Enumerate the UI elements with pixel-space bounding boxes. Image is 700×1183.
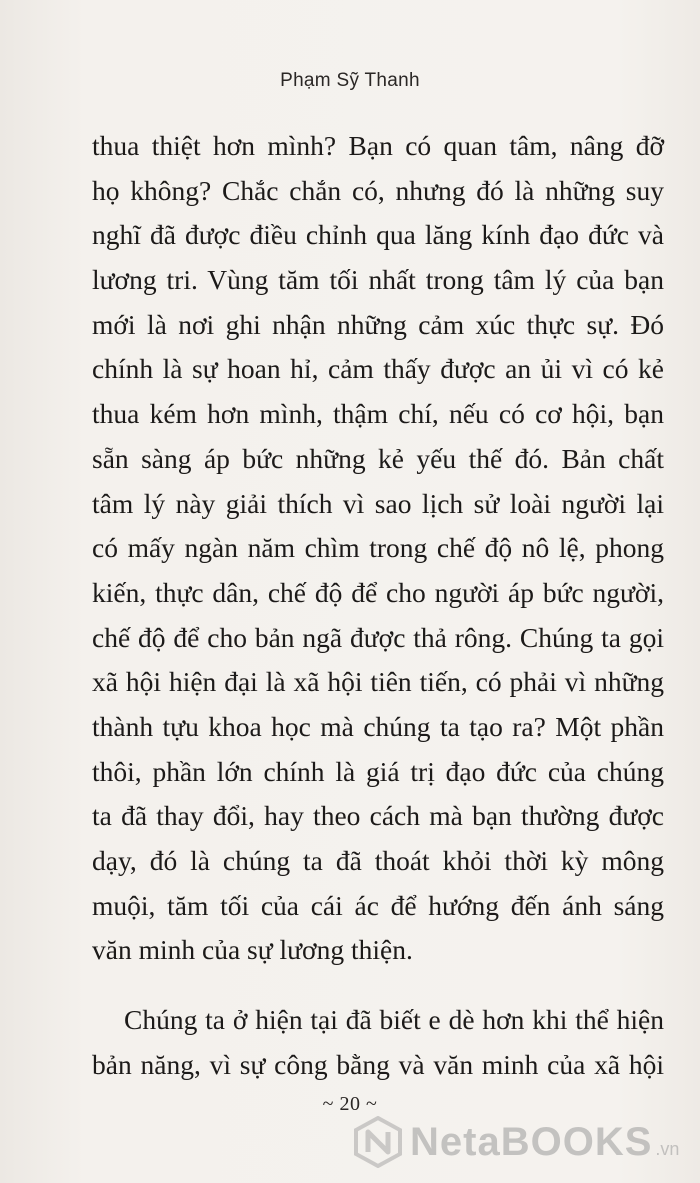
text-line: bản năng, vì sự công bằng và văn minh của xã hội (92, 1048, 664, 1080)
text-line: chế độ để cho bản ngã được thả rông. Chúng ta gọi (92, 621, 664, 653)
text-line: họ không? Chắc chắn có, nhưng đó là những suy (92, 174, 664, 206)
running-header-author: Phạm Sỹ Thanh (280, 70, 420, 91)
text-line: ta đã thay đổi, hay theo cách mà bạn thường được (92, 800, 664, 832)
page-number: ~ 20 ~ (322, 1093, 378, 1115)
watermark-suffix: .vn (655, 1139, 680, 1159)
text-line: lương tri. Vùng tăm tối nhất trong tâm lý của bạn (92, 264, 664, 296)
text-line: muội, tăm tối của cái ác để hướng đến ánh sáng (92, 889, 664, 921)
text-line: sẵn sàng áp bức những kẻ yếu thế đó. Bản chất (92, 442, 664, 474)
text-line: nghĩ đã được điều chỉnh qua lăng kính đạo đức và (92, 219, 664, 251)
text-line: thua kém hơn mình, thậm chí, nếu có cơ hội, bạn (92, 398, 664, 430)
body-text (92, 124, 664, 1087)
text-line: thôi, phần lớn chính là giá trị đạo đức của chúng (92, 755, 664, 787)
watermark (352, 1112, 679, 1172)
text-line: tâm lý này giải thích vì sao lịch sử loài người lại (92, 487, 664, 519)
text-line: có mấy ngàn năm chìm trong chế độ nô lệ, phong (92, 532, 664, 564)
text-line: văn minh của sự lương thiện. (92, 934, 413, 966)
text-line: thành tựu khoa học mà chúng ta tạo ra? Một phần (92, 710, 664, 742)
text-line: thua thiệt hơn mình? Bạn có quan tâm, nâng đỡ (92, 130, 664, 161)
paragraph-gap (92, 973, 664, 998)
text-line: mới là nơi ghi nhận những cảm xúc thực sự. Đó (92, 308, 664, 340)
text-line: kiến, thực dân, chế độ để cho người áp bức người, (92, 576, 664, 608)
watermark-text: NetaBOOKS (410, 1119, 653, 1164)
text-line: dạy, đó là chúng ta đã thoát khỏi thời kỳ mông (92, 845, 664, 876)
text-line: Chúng ta ở hiện tại đã biết e dè hơn khi thể hiện (124, 1004, 664, 1036)
text-line: chính là sự hoan hỉ, cảm thấy được an ủi vì có kẻ (92, 353, 664, 385)
text-line: xã hội hiện đại là xã hội tiên tiến, có phải vì những (92, 666, 664, 698)
netabooks-logo-icon (352, 1116, 404, 1168)
